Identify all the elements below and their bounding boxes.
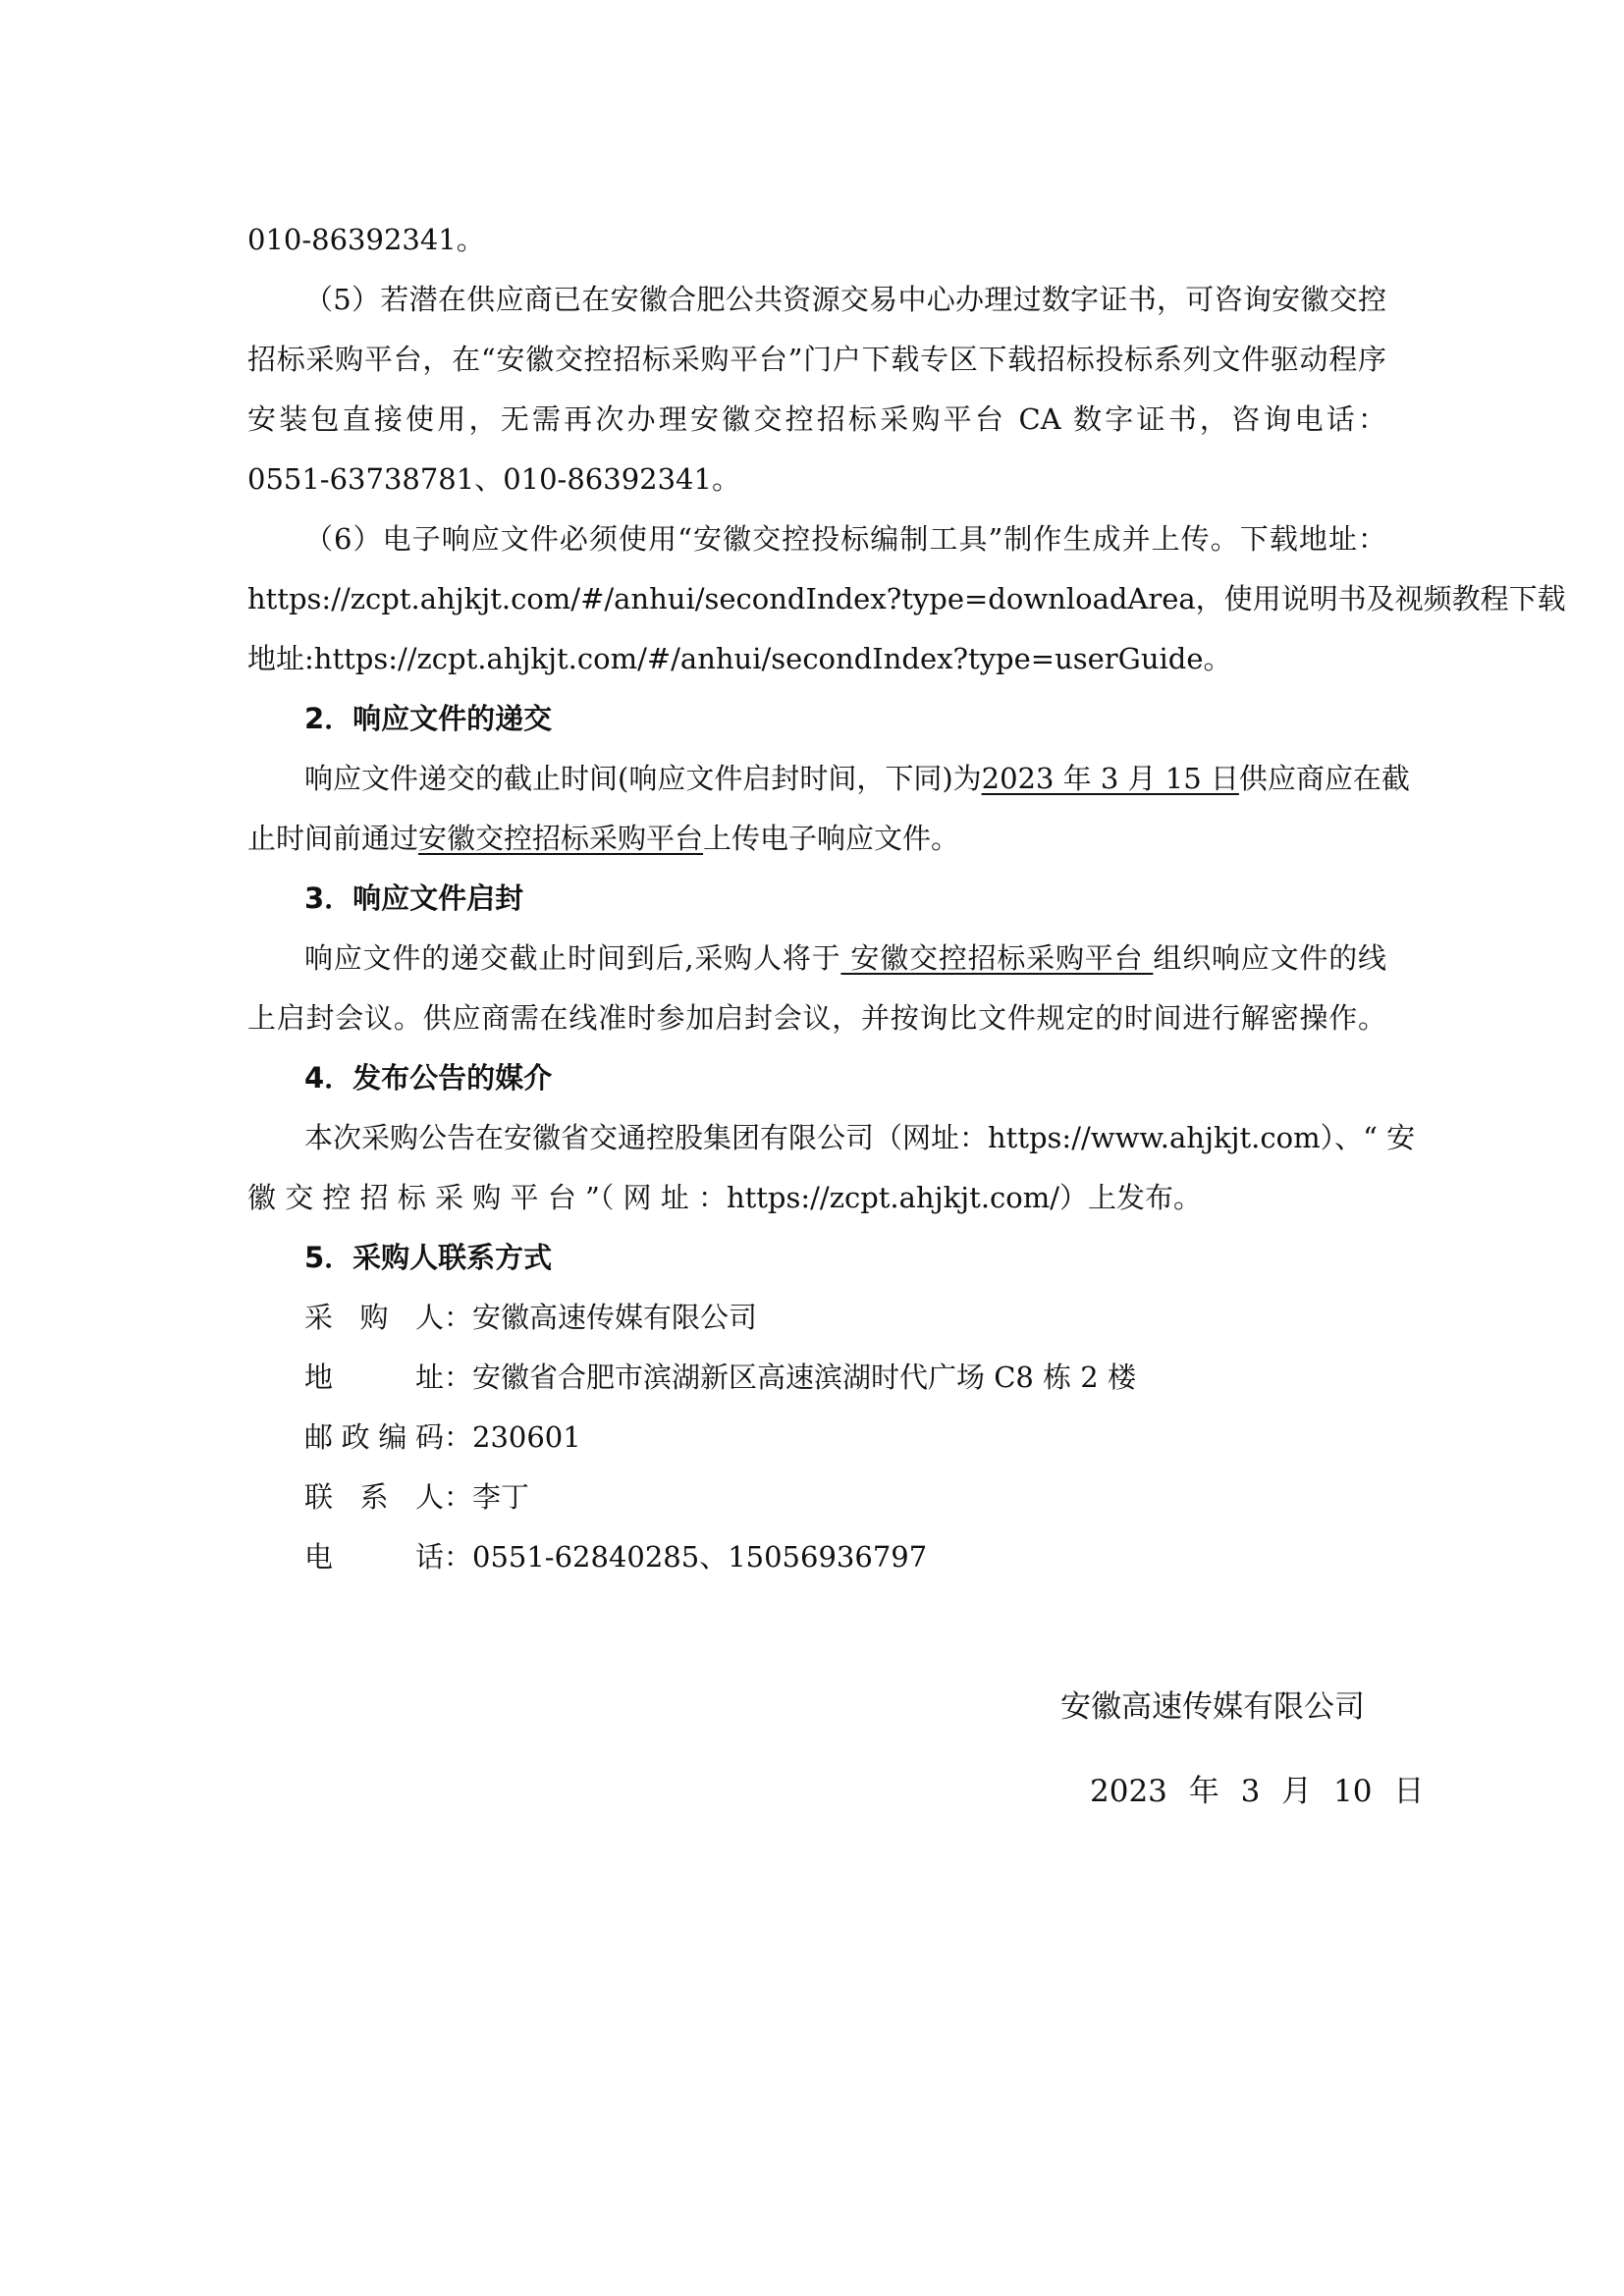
section-4-line-1: 本次采购公告在安徽省交通控股集团有限公司（网址：https://www.ahjkjt.com）、“ 安 bbox=[304, 1121, 1416, 1154]
phone-row bbox=[247, 1527, 1386, 1587]
postcode-row bbox=[247, 1408, 1386, 1468]
para-6-line-1: （6）电子响应文件必须使用“安徽交控投标编制工具”制作生成并上传。下载地址： bbox=[304, 522, 1386, 556]
section-3-text: 响应文件的递交截止时间到后,采购人将于 bbox=[304, 941, 841, 975]
para-6-line-3: 地址:https://zcpt.ahjkjt.com/#/anhui/secondIndex?type=userGuide。 bbox=[247, 642, 1232, 675]
para-5-line-4: 0551-63738781、010-86392341。 bbox=[247, 462, 740, 496]
buyer-row bbox=[247, 1288, 1386, 1348]
address-value: ：安徽省合肥市滨湖新区高速滨湖时代广场 C8 栋 2 楼 bbox=[444, 1361, 1136, 1394]
document-body bbox=[247, 210, 1566, 1587]
contact-value: ：李丁 bbox=[444, 1480, 530, 1514]
phone-value: ：0551-62840285、15056936797 bbox=[444, 1540, 928, 1574]
section-2-line-1 bbox=[247, 749, 1410, 809]
buyer-value: ：安徽高速传媒有限公司 bbox=[444, 1301, 758, 1334]
section-3-line-1 bbox=[247, 929, 1386, 988]
para-6-line-2: https://zcpt.ahjkjt.com/#/anhui/secondIndex?type=downloadArea，使用说明书及视频教程下载 bbox=[247, 582, 1566, 615]
para-4-tail: 010-86392341。 bbox=[247, 223, 485, 256]
section-2-line-2 bbox=[247, 809, 1386, 869]
platform-name: 安徽交控招标采购平台 bbox=[418, 822, 704, 855]
section-2-heading: 2．响应文件的递交 bbox=[304, 702, 553, 735]
section-2-text: 供应商应在截 bbox=[1238, 762, 1410, 795]
deadline-date: 2023 年 3 月 15 日 bbox=[981, 762, 1239, 795]
signature-company: 安徽高速传媒有限公司 bbox=[1060, 1689, 1365, 1725]
para-5-line-2: 招标采购平台，在“安徽交控招标采购平台”门户下载专区下载招标投标系列文件驱动程序 bbox=[247, 343, 1386, 376]
para-5-line-1: （5）若潜在供应商已在安徽合肥公共资源交易中心办理过数字证书，可咨询安徽交控 bbox=[304, 283, 1386, 316]
signature-date: 2023 年 3 月 10 日 bbox=[1090, 1774, 1425, 1809]
buyer-label: 采购人 bbox=[304, 1301, 444, 1334]
postcode-label: 邮政编码 bbox=[304, 1420, 444, 1454]
section-5-heading: 5．采购人联系方式 bbox=[304, 1241, 553, 1274]
section-2-text: 止时间前通过 bbox=[247, 822, 419, 855]
phone-label: 电话 bbox=[304, 1540, 444, 1574]
section-2-text: 上传电子响应文件。 bbox=[703, 822, 960, 855]
postcode-value: ：230601 bbox=[444, 1420, 581, 1454]
contact-row bbox=[247, 1468, 1386, 1527]
section-3-text: 组织响应文件的线 bbox=[1153, 941, 1386, 975]
section-3-line-2: 上启封会议。供应商需在线准时参加启封会议，并按询比文件规定的时间进行解密操作。 bbox=[247, 1001, 1386, 1035]
address-row bbox=[247, 1348, 1386, 1408]
para-5-line-3: 安装包直接使用，无需再次办理安徽交控招标采购平台 CA 数字证书，咨询电话： bbox=[247, 402, 1386, 436]
section-4-line-2: 徽 交 控 招 标 采 购 平 台 ”（ 网 址 ：https://zcpt.ahjkjt.com/）上发布。 bbox=[247, 1181, 1203, 1214]
section-3-heading: 3．响应文件启封 bbox=[304, 881, 524, 915]
contact-label: 联系人 bbox=[304, 1480, 444, 1514]
section-4-heading: 4．发布公告的媒介 bbox=[304, 1061, 553, 1095]
address-label: 地址 bbox=[304, 1361, 444, 1394]
section-2-text: 响应文件递交的截止时间(响应文件启封时间，下同)为 bbox=[304, 762, 982, 795]
platform-name: 安徽交控招标采购平台 bbox=[840, 941, 1154, 975]
